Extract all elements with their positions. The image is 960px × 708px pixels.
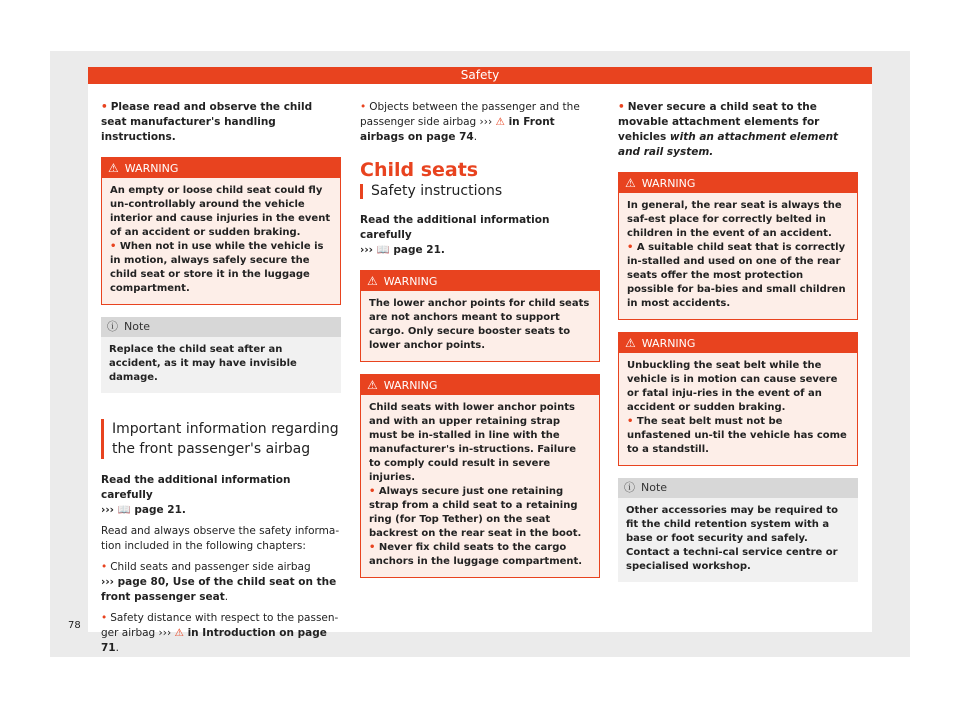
warning-triangle-icon: ⚠ — [625, 176, 636, 190]
warning-body: The lower anchor points for child seats are not anchors meant to support cargo. Only secure booster seats to lower anchor points. — [361, 291, 599, 361]
warning-box — [101, 157, 341, 305]
note-box — [101, 317, 341, 393]
warning-bullet: • Always secure just one retaining strap from a child seat to a retaining ring (for Top Tether) on the seat backrest on the rear seat in the boot. — [369, 486, 582, 539]
warning-body — [102, 178, 340, 304]
page-link[interactable]: in Front airbags on page 74 — [360, 116, 555, 143]
column-2 — [360, 100, 600, 578]
warning-triangle-icon: ⚠ — [625, 336, 636, 350]
warning-triangle-icon: ⚠ — [367, 378, 378, 392]
warning-body — [619, 193, 857, 319]
warning-header: ⚠ WARNING — [102, 158, 340, 178]
bullet-item: • Safety distance with respect to the passen-ger airbag ››› ⚠ in Introduction on page 71. — [101, 612, 339, 654]
warning-bullet: • Never fix child seats to the cargo anchors in the luggage compartment. — [369, 542, 583, 567]
warning-text: Unbuckling the seat belt while the vehicle is in motion can cause severe or fatal inju-ries in the event of an accident or sudden braking. — [627, 360, 838, 413]
warning-triangle-icon: ⚠ — [108, 161, 119, 175]
page-link[interactable]: in Introduction on page 71 — [101, 627, 327, 654]
info-icon: ⓘ — [107, 320, 118, 333]
warning-text: In general, the rear seat is always the saf-est place for correctly belted in children in the event of an accident. — [627, 200, 842, 239]
column-3 — [618, 100, 858, 582]
warning-triangle-icon: ⚠ — [367, 274, 378, 288]
bullet-item: • Please read and observe the child seat manufacturer's handling instructions. — [101, 101, 313, 143]
note-header: ⓘ Note — [618, 478, 858, 498]
sub-heading: Safety instructions — [360, 184, 600, 199]
book-icon: 📖 — [117, 504, 131, 516]
warning-box — [360, 270, 600, 362]
warning-box — [360, 374, 600, 578]
read-more: Read the additional information carefully ››› 📖 page 21. — [360, 214, 550, 256]
bullet-dot: • — [101, 101, 108, 113]
note-body: Replace the child seat after an accident, as it may have invisible damage. — [101, 337, 341, 393]
warning-body — [361, 395, 599, 577]
warning-bullet: • A suitable child seat that is correctly in-stalled and used on one of the rear seats offer the most protection possible for ba-bies and small children in most accidents. — [627, 242, 846, 309]
warning-box — [618, 332, 858, 466]
bullet-item: • Child seats and passenger side airbag ››› page 80, Use of the child seat on the front passenger seat. — [101, 561, 337, 603]
warning-header: ⚠ WARNING — [361, 375, 599, 395]
page-number: 78 — [68, 620, 81, 631]
warning-triangle-icon: ⚠ — [495, 116, 505, 128]
read-more-link[interactable]: ››› — [360, 244, 377, 256]
warning-box — [618, 172, 858, 320]
bullet-item: • Objects between the passenger and the passenger side airbag ››› ⚠ in Front airbags on page 74. — [360, 101, 580, 143]
warning-text: An empty or loose child seat could fly un-controllably around the vehicle interior and cause injuries in the event of an accident or sudden braking. — [110, 185, 331, 238]
warning-header: ⚠ WARNING — [619, 333, 857, 353]
section-header: Safety — [88, 67, 872, 84]
note-header: ⓘ Note — [101, 317, 341, 337]
warning-body — [619, 353, 857, 465]
column-1 — [101, 100, 341, 662]
warning-bullet: • The seat belt must not be unfastened un-til the vehicle has come to a standstill. — [627, 416, 847, 455]
warning-text: Child seats with lower anchor points and with an upper retaining strap must be in-stalled in line with the manufacturer's in-structions. Failure to comply could result in severe injuries. — [369, 402, 576, 483]
note-body: Other accessories may be required to fit the child retention system with a base or foot security and safely. Contact a techni-cal service centre or specialised workshop. — [618, 498, 858, 582]
note-box — [618, 478, 858, 582]
info-icon: ⓘ — [624, 481, 635, 494]
page-link[interactable]: ››› page 80, Use of the child seat on the front passenger seat — [101, 576, 337, 603]
warning-header: ⚠ WARNING — [619, 173, 857, 193]
warning-bullet: • When not in use while the vehicle is in motion, always safely secure the child seat or store it in the luggage compartment. — [110, 241, 324, 294]
read-more-link[interactable]: ››› — [101, 504, 118, 516]
chapter-heading: Child seats — [360, 159, 479, 181]
warning-triangle-icon: ⚠ — [174, 627, 184, 639]
read-more: Read the additional information carefully ››› 📖 page 21. — [101, 474, 291, 516]
paragraph: Read and always observe the safety informa-tion included in the following chapters: — [101, 525, 340, 552]
book-icon: 📖 — [376, 244, 390, 256]
bullet-item: • Never secure a child seat to the movable attachment elements for vehicles with an attachment element and rail system. — [618, 101, 839, 158]
warning-header: ⚠ WARNING — [361, 271, 599, 291]
section-heading: Important information regarding the front passenger's airbag — [101, 419, 341, 459]
